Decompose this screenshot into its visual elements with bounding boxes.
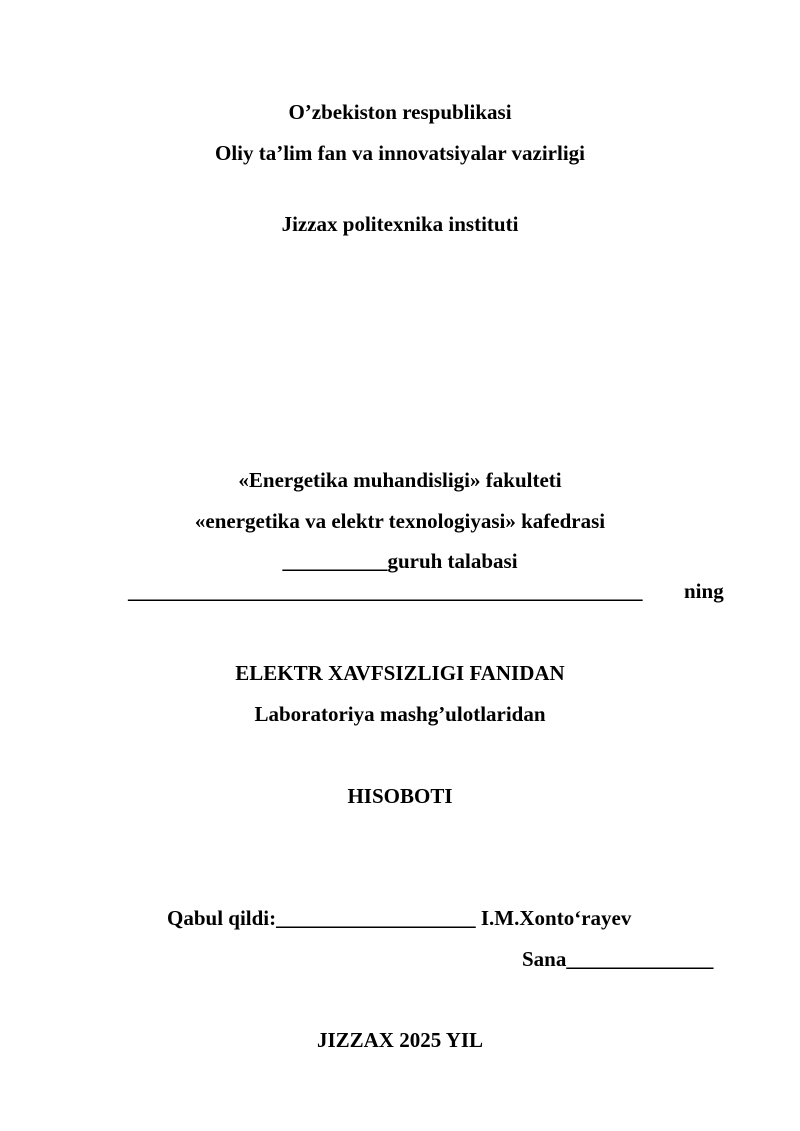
date-line: Sana______________ <box>522 947 714 971</box>
group-line: __________guruh talabasi <box>282 549 518 573</box>
accepted-by-line: Qabul qildi:___________________ I.M.Xonto‘rayev <box>167 906 632 930</box>
student-name-blank: _________________________________________________ <box>128 579 643 603</box>
subject-title: ELEKTR XAVFSIZLIGI FANIDAN <box>235 661 565 685</box>
faculty-line: «Energetika muhandisligi» fakulteti <box>238 468 562 492</box>
institute-heading: Jizzax politexnika instituti <box>281 212 519 236</box>
ministry-heading: Oliy ta’lim fan va innovatsiyalar vazirligi <box>214 141 586 165</box>
report-type: Laboratoriya mashg’ulotlaridan <box>254 702 546 726</box>
kafedra-line: «energetika va elektr texnologiyasi» kafedrasi <box>194 509 606 533</box>
student-suffix: ning <box>684 579 724 603</box>
city-year-footer: JIZZAX 2025 YIL <box>316 1028 484 1052</box>
country-heading: O’zbekiston respublikasi <box>288 100 512 124</box>
report-title: HISOBOTI <box>347 784 453 808</box>
